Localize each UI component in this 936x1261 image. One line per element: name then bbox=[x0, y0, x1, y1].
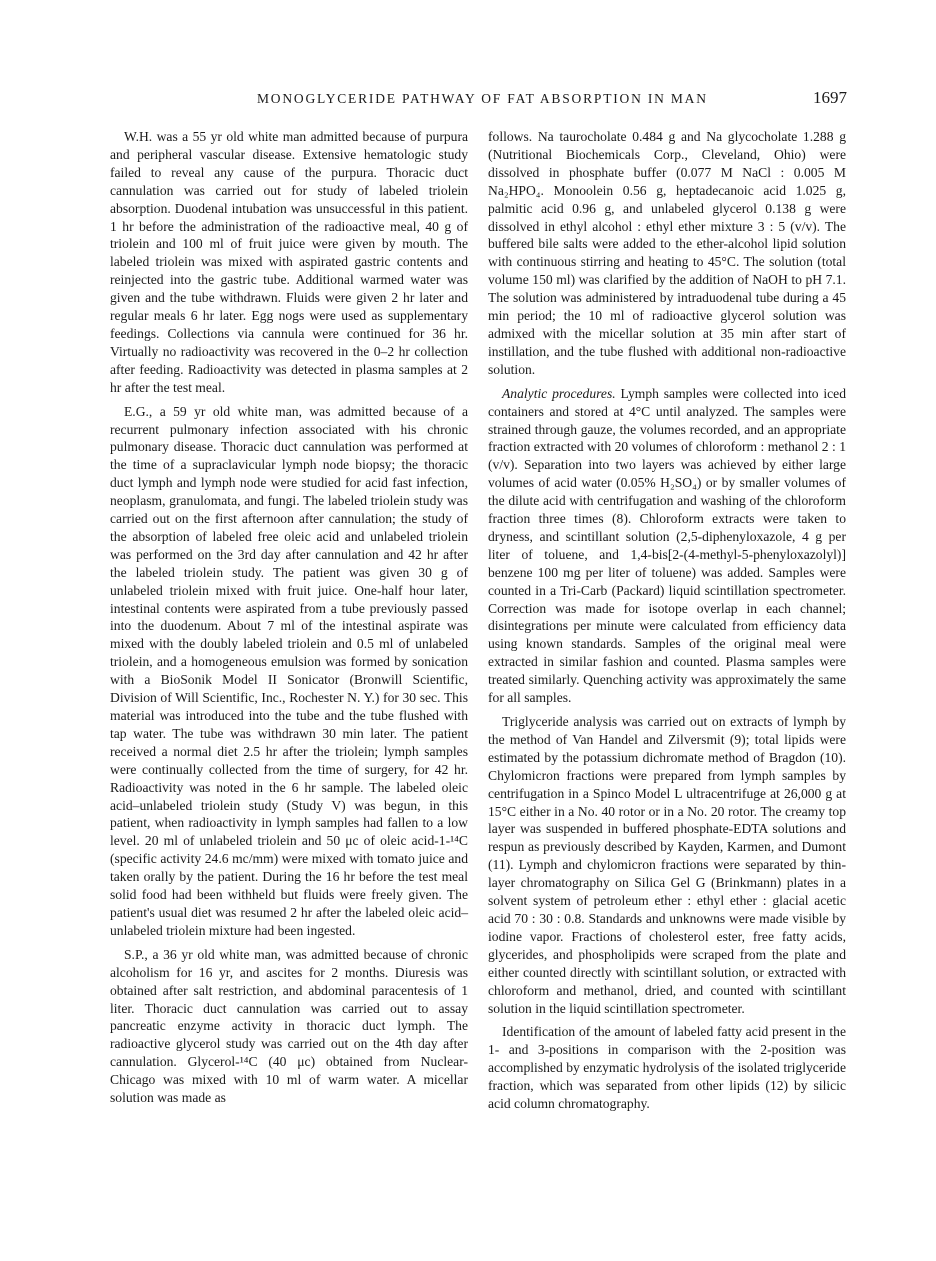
right-column bbox=[488, 128, 846, 1119]
case-wh-paragraph: W.H. was a 55 yr old white man admitted because of purpura and peripheral vascular disease. Extensive hematologic study failed to reveal any cause of the purpura. Thoracic duct cannulation was carried out for study of labeled triolein absorption. Duodenal intubation was unsuccessful in this patient. 1 hr before the administration of the radioactive meal, 40 g of triolein and 100 ml of fruit juice were given by mouth. The labeled triolein was mixed with aspirated gastric contents and reinjected into the gastric tube. Additional warmed water was given and the tube withdrawn. Fluids were given 2 hr later and regular meals 6 hr later. Egg nogs were used as supplementary feedings. Collections via cannula were continued for 36 hr. Virtually no radioactivity was recovered in the 0–2 hr collection after feeding. Radioactivity was detected in plasma samples at 2 hr after the test meal. bbox=[110, 129, 468, 395]
micellar-solution-paragraph: follows. Na taurocholate 0.484 g and Na glycocholate 1.288 g (Nutritional Biochemicals Corp., Cleveland, Ohio) were dissolved in phosphate buffer (0.077 M NaCl : 0.005 M Na₂HPO₄. Monoolein 0.56 g, heptadecanoic acid 1.025 g, palmitic acid 0.96 g, and unlabeled glycerol 0.138 g were dissolved in ethyl alcohol : ethyl ether mixture 3 : 5 (v/v). The buffered bile salts were added to the ether-alcohol lipid solution with continuous stirring and heating to 45°C. The solution (total volume 150 ml) was clarified by the addition of NaOH to pH 7.1. The solution was administered by intraduodenal tube during a 45 min period; the 10 ml of radioactive glycerol solution was admixed with the micellar solution at 35 min after start of instillation, and the tube flushed with additional non-radioactive solution. bbox=[488, 129, 846, 377]
analytic-procedures-paragraph bbox=[488, 385, 846, 707]
case-sp-paragraph: S.P., a 36 yr old white man, was admitted because of chronic alcoholism for 16 yr, and ascites for 2 months. Diuresis was obtained after salt restriction, and abdominal paracentesis of 1 liter. Thoracic duct cannulation was carried out to assay pancreatic enzyme activity in thoracic duct lymph. The radioactive glycerol study was carried out on the 4th day after cannulation. Glycerol-¹⁴C (40 μc) obtained from Nuclear-Chicago was mixed with 10 ml of warm water. A micellar solution was made as bbox=[110, 946, 468, 1106]
page-header bbox=[110, 88, 845, 112]
left-column bbox=[110, 128, 468, 1113]
analytic-procedures-text: Lymph samples were collected into iced containers and stored at 4°C until analyzed. The samples were strained through gauze, the volumes recorded, and an appropriate fraction extracted with 20 volumes of chloroform : methanol 2 : 1 (v/v). Separation into two layers was achieved by either large volumes of acid water (0.05% H₂SO₄) or by smaller volumes of the dilute acid with centrifugation and washing of the chloroform fraction three times (8). Chloroform extracts were taken to dryness, and scintillant solution (2,5-diphenyloxazole, 4 g per liter of toluene, and 1,4-bis[2-(4-methyl-5-phenyloxazolyl)] benzene 100 mg per liter of toluene) was added. Samples were counted in a Tri-Carb (Packard) liquid scintillation spectrometer. Correction was made for isotope overlap in each channel; disintegrations per minute were calculated from efficiency data using known standards. Samples of the original meal were extracted in similar fashion and counted. Plasma samples were treated similarly. Quenching activity was approximately the same for all samples. bbox=[488, 385, 846, 706]
identification-paragraph: Identification of the amount of labeled fatty acid present in the 1- and 3-positions in comparison with the 2-position was accomplished by enzymatic hydrolysis of the isolated triglyceride fraction, which was separated from other lipids (12) by silicic acid column chromatography. bbox=[488, 1024, 846, 1112]
page-number: 1697 bbox=[813, 88, 847, 107]
analytic-procedures-heading: Analytic procedures. bbox=[502, 385, 616, 401]
running-title: MONOGLYCERIDE PATHWAY OF FAT ABSORPTION IN MAN bbox=[257, 91, 708, 106]
triglyceride-analysis-paragraph: Triglyceride analysis was carried out on extracts of lymph by the method of Van Handel and Zilversmit (9); total lipids were estimated by the potassium dichromate method of Bragdon (10). Chylomicron fractions were prepared from lymph samples by centrifugation in a Spinco Model L ultracentrifuge at 26,000 g at 15°C either in a No. 40 rotor or in a No. 20 rotor. The creamy top layer was suspended in buffered phosphate-EDTA solutions and respun as previously described by Kayden, Karmen, and Dumont (11). Lymph and chylomicron fractions were separated by thin-layer chromatography on Silica Gel G (Brinkmann) plates in a solvent system of petroleum ether : ethyl ether : glacial acetic acid 70 : 30 : 0.8. Standards and unknowns were made visible by iodine vapor. Fractions of cholesterol ester, free fatty acids, glycerides, and phospholipids were scraped from the plate and either counted directly with scintillant solution, or extracted with chloroform and methanol, dried, and counted with scintillant solution in the liquid scintillation spectrometer. bbox=[488, 714, 846, 1016]
case-eg-paragraph: E.G., a 59 yr old white man, was admitted because of a recurrent pulmonary infection associated with his chronic pulmonary disease. Thoracic duct cannulation was performed at the time of a supraclavicular lymph node biopsy; the thoracic duct lymph and lymph node were studied for acid fast infection, neoplasm, granulomata, and fungi. The labeled triolein study was carried out on the first afternoon after cannulation; the study of the absorption of labeled free oleic acid and unlabeled triolein was performed on the 3rd day after cannulation and 42 hr after the labeled triolein study. The patient was given 30 g of unlabeled triolein mixed with fruit juice. One-half hour later, intestinal contents were aspirated from a tube previously passed into the duodenum. About 7 ml of the intestinal aspirate was mixed with the doubly labeled triolein and 0.5 ml of unlabeled triolein, and a homogeneous emulsion was formed by sonication with a BioSonik Model II Sonicator (Bronwill Scientific, Division of Will Scientific, Inc., Rochester N. Y.) for 30 sec. This material was introduced into the tube and the tube flushed with tap water. The tube was withdrawn 30 min later. The patient received a normal diet 2.5 hr after the triolein; lymph samples were continually collected from the time of surgery, for 42 hr. Radioactivity was noted in the 6 hr sample. The labeled oleic acid–unlabeled triolein study (Study V) was begun, in this patient, when radioactivity in lymph samples had fallen to a low level. 20 ml of unlabeled triolein and 50 μc of oleic acid-1-¹⁴C (specific activity 24.6 mc/mm) were mixed with tomato juice and taken orally by the patient. During the 16 hr before the test meal solid food had been withheld but fluids were freely given. The patient's usual diet was resumed 2 hr after the labeled oleic acid–unlabeled triolein mixture had been ingested. bbox=[110, 403, 468, 938]
